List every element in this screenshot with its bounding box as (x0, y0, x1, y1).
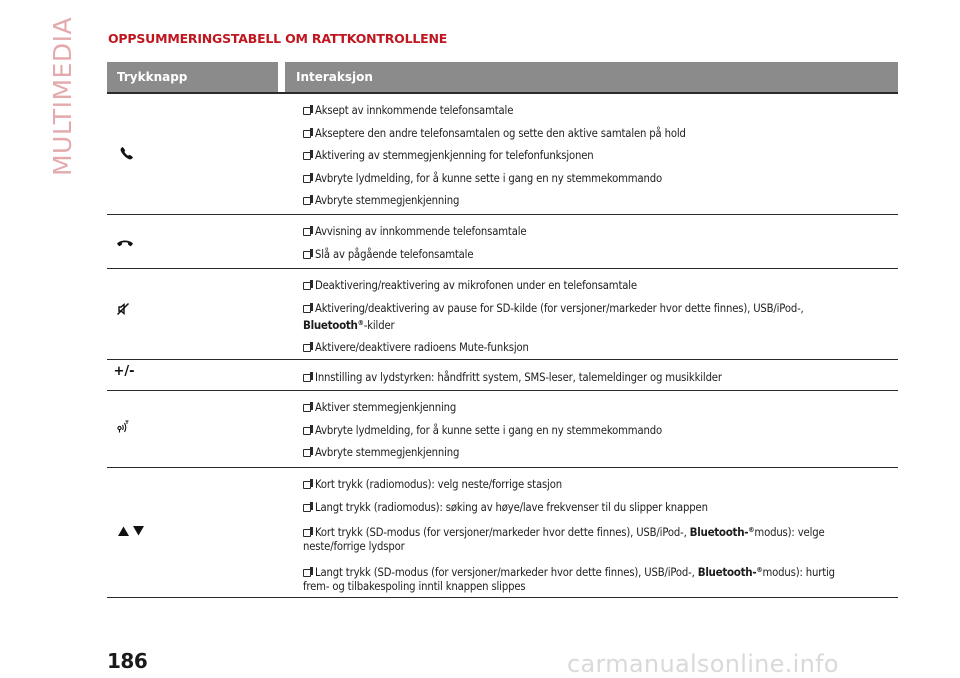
bullet-box-icon (303, 130, 311, 138)
list-item (301, 401, 898, 415)
mute-icon (108, 301, 138, 320)
bullet-box-icon (303, 175, 311, 183)
list-item-text: Aktivering av stemmegjenkjenning for telefonfunksjonen (315, 149, 594, 162)
phone-hangup-icon (110, 233, 140, 252)
list-item (301, 341, 898, 355)
bullet-box-icon (303, 305, 311, 313)
interaction-cell (301, 215, 898, 268)
button-cell (107, 360, 301, 390)
list-item (301, 172, 898, 186)
interaction-cell (301, 468, 898, 597)
bluetooth-brand: Bluetooth (303, 317, 358, 332)
bullet-box-icon (303, 344, 311, 352)
list-item (301, 194, 898, 208)
list-item (301, 424, 898, 438)
list-item-text: Aktivere/deaktivere radioens Mute-funksjon (315, 341, 529, 354)
list-item (301, 446, 898, 460)
registered-mark: ® (756, 565, 763, 574)
list-item (301, 302, 898, 333)
table-row (107, 269, 898, 360)
bullet-box-icon (303, 449, 311, 457)
table-row (107, 215, 898, 269)
volume-plus-minus-label: +/- (113, 364, 135, 379)
registered-mark: ® (748, 526, 755, 534)
interaction-cell (301, 391, 898, 467)
bullet-box-icon (303, 152, 311, 160)
bluetooth-brand: Bluetooth- (689, 525, 749, 539)
phone-answer-icon (112, 145, 142, 164)
table-header (107, 62, 898, 94)
bullet-box-icon (303, 569, 311, 577)
list-item-text: Langt trykk (radiomodus): søking av høye/lave frekvenser til du slipper knappen (315, 500, 708, 514)
list-item-text: Avbryte lydmelding, for å kunne sette i gang en ny stemmekommando (315, 423, 662, 437)
list-item-text: Aktivering/deaktivering av pause for SD-kilde (for versjoner/markeder hvor dette finnes), USB/iPod-, (315, 301, 804, 315)
list-item-text: Kort trykk (SD-modus (for versjoner/markeder hvor dette finnes), USB/iPod-, (315, 526, 690, 539)
list-item (301, 371, 898, 385)
interaction-cell (301, 269, 898, 359)
list-item-text: modus): hurtig (762, 565, 835, 579)
list-item-text: Aktiver stemmegjenkjenning (315, 401, 457, 414)
bullet-box-icon (303, 529, 311, 537)
button-cell (107, 94, 301, 214)
table-row (107, 94, 898, 215)
table-row (107, 391, 898, 468)
side-section-label-text: MULTIMEDIA (48, 16, 78, 176)
bullet-box-icon (303, 404, 311, 412)
button-cell (107, 215, 301, 268)
button-cell (107, 391, 301, 467)
list-item-text: Avvisning av innkommende telefonsamtale (315, 225, 527, 238)
list-item-text: Innstilling av lydstyrken: håndfritt system, SMS-leser, talemeldinger og musikkilder (315, 371, 722, 384)
bullet-box-icon (303, 228, 311, 236)
list-item-text: Avbryte stemmegjenkjenning (315, 194, 460, 207)
table-row (107, 468, 898, 598)
header-button-column: Trykknapp (107, 62, 285, 92)
list-item-text: Kort trykk (radiomodus): velg neste/forrige stasjon (315, 478, 562, 491)
list-item (301, 149, 898, 163)
list-item-text: Langt trykk (SD-modus (for versjoner/markeder hvor dette finnes), USB/iPod-, (315, 565, 698, 579)
button-cell (107, 269, 301, 359)
list-item-text: -kilder (363, 318, 395, 332)
controls-summary-table (107, 62, 898, 598)
section-title: OPPSUMMERINGSTABELL OM RATTKONTROLLENE (108, 31, 448, 46)
list-item (301, 478, 898, 492)
bullet-box-icon (303, 197, 311, 205)
list-item-text: neste/forrige lydspor (303, 540, 405, 553)
header-interaction-column: Interaksjon (296, 70, 373, 84)
list-item (301, 279, 898, 293)
interaction-cell (301, 94, 898, 214)
table-row (107, 360, 898, 391)
bluetooth-brand: Bluetooth- (697, 564, 757, 579)
bullet-box-icon (303, 427, 311, 435)
registered-mark: ® (357, 318, 364, 327)
list-item-text: modus): velge (754, 526, 825, 539)
bullet-box-icon (303, 374, 311, 382)
list-item-text: Avbryte stemmegjenkjenning (315, 446, 460, 459)
page-number: 186 (107, 649, 148, 673)
bullet-box-icon (303, 251, 311, 259)
list-item (301, 523, 898, 554)
list-item-text: Slå av pågående telefonsamtale (315, 247, 474, 261)
bullet-box-icon (303, 282, 311, 290)
list-item (301, 225, 898, 239)
bullet-box-icon (303, 481, 311, 489)
watermark: carmanualsonline.info (567, 650, 839, 678)
bullet-box-icon (303, 107, 311, 115)
list-item (301, 563, 898, 594)
list-item (301, 127, 898, 141)
list-item-text: Avbryte lydmelding, for å kunne sette i gang en ny stemmekommando (315, 171, 662, 185)
list-item-text: Akseptere den andre telefonsamtalen og sette den aktive samtalen på hold (315, 126, 686, 140)
list-item-text: frem- og tilbakespoling inntil knappen slippes (303, 579, 526, 593)
list-item-text: Deaktivering/reaktivering av mikrofonen under en telefonsamtale (315, 279, 637, 292)
bullet-box-icon (303, 504, 311, 512)
list-item (301, 104, 898, 118)
button-cell (107, 468, 301, 597)
list-item-text: Aksept av innkommende telefonsamtale (315, 104, 514, 117)
voice-command-icon (108, 419, 138, 438)
list-item (301, 501, 898, 515)
side-section-label (46, 16, 80, 176)
interaction-cell (301, 360, 898, 390)
up-down-arrows-icon (114, 522, 148, 541)
list-item (301, 248, 898, 262)
